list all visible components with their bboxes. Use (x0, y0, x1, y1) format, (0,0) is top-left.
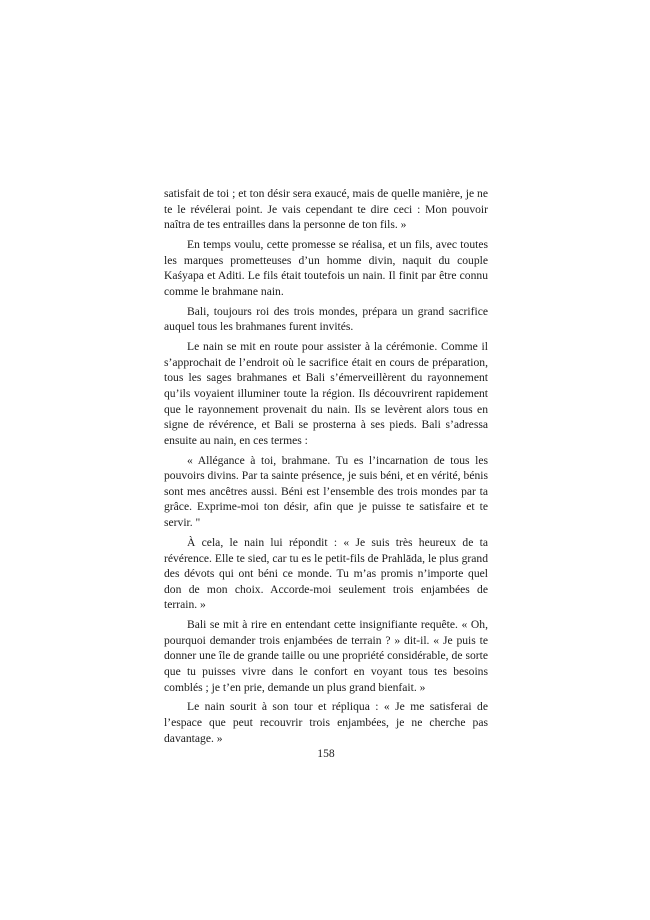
paragraph-8: Le nain sourit à son tour et répliqua : « Je me satisferai de l’espace que peut recouvrir trois enjambées, je ne cherche pas davantage. » (164, 700, 488, 745)
paragraph-3: Bali, toujours roi des trois mondes, prépara un grand sacrifice auquel tous les brahmanes furent invités. (164, 304, 488, 334)
body-text (164, 186, 488, 751)
paragraph-7: Bali se mit à rire en entendant cette insignifiante requête. « Oh, pourquoi demander trois enjambées de terrain ? » dit-il. « Je puis te donner une île de grande taille ou une propriété considérable, de sorte que tu puisses vivre dans le confort en voyant tous tes besoins comblés ; je t’en prie, demande un plus grand bienfait. » (164, 618, 488, 694)
paragraph-5: « Allégance à toi, brahmane. Tu es l’incarnation de tous les pouvoirs divins. Par ta sainte présence, je suis béni, et en vérité, bénis sont mes ancêtres aussi. Béni est l’ensemble des trois mondes par ta grâce. Exprime-moi ton désir, afin que je puisse te satisfaire et te servir. " (164, 453, 488, 530)
paragraph-2: En temps voulu, cette promesse se réalisa, et un fils, avec toutes les marques prometteuses d’un homme divin, naquit du couple Kaśyapa et Aditi. Le fils était toutefois un nain. Il finit par être connu comme le brahmane nain. (164, 238, 488, 298)
paragraph-1: satisfait de toi ; et ton désir sera exaucé, mais de quelle manière, je ne te le révélerai point. Je vais cependant te dire ceci : Mon pouvoir naîtra de tes entrailles dans la personne de ton fils. » (164, 187, 488, 232)
page-number: 158 (317, 747, 335, 760)
paragraph-6: À cela, le nain lui répondit : « Je suis très heureux de ta révérence. Elle te sied, car tu es le petit-fils de Prahlāda, le plus grand des dévots qui ont béni ce monde. Tu m’as promis n’importe quel don de mon choix. Accorde-moi seulement trois enjambées de terrain. » (164, 535, 488, 612)
paragraph-4: Le nain se mit en route pour assister à la cérémonie. Comme il s’approchait de l’endroit où le sacrifice était en cours de préparation, tous les sages brahmanes et Bali s’émerveillèrent du rayonnement qu’ils voyaient illuminer toute la région. Ils découvrirent rapidement que le rayonnement provenait du nain. Ils se levèrent alors tous en signe de révérence, et Bali se prosterna à ses pieds. Bali s’adressa ensuite au nain, en ces termes : (164, 340, 488, 447)
